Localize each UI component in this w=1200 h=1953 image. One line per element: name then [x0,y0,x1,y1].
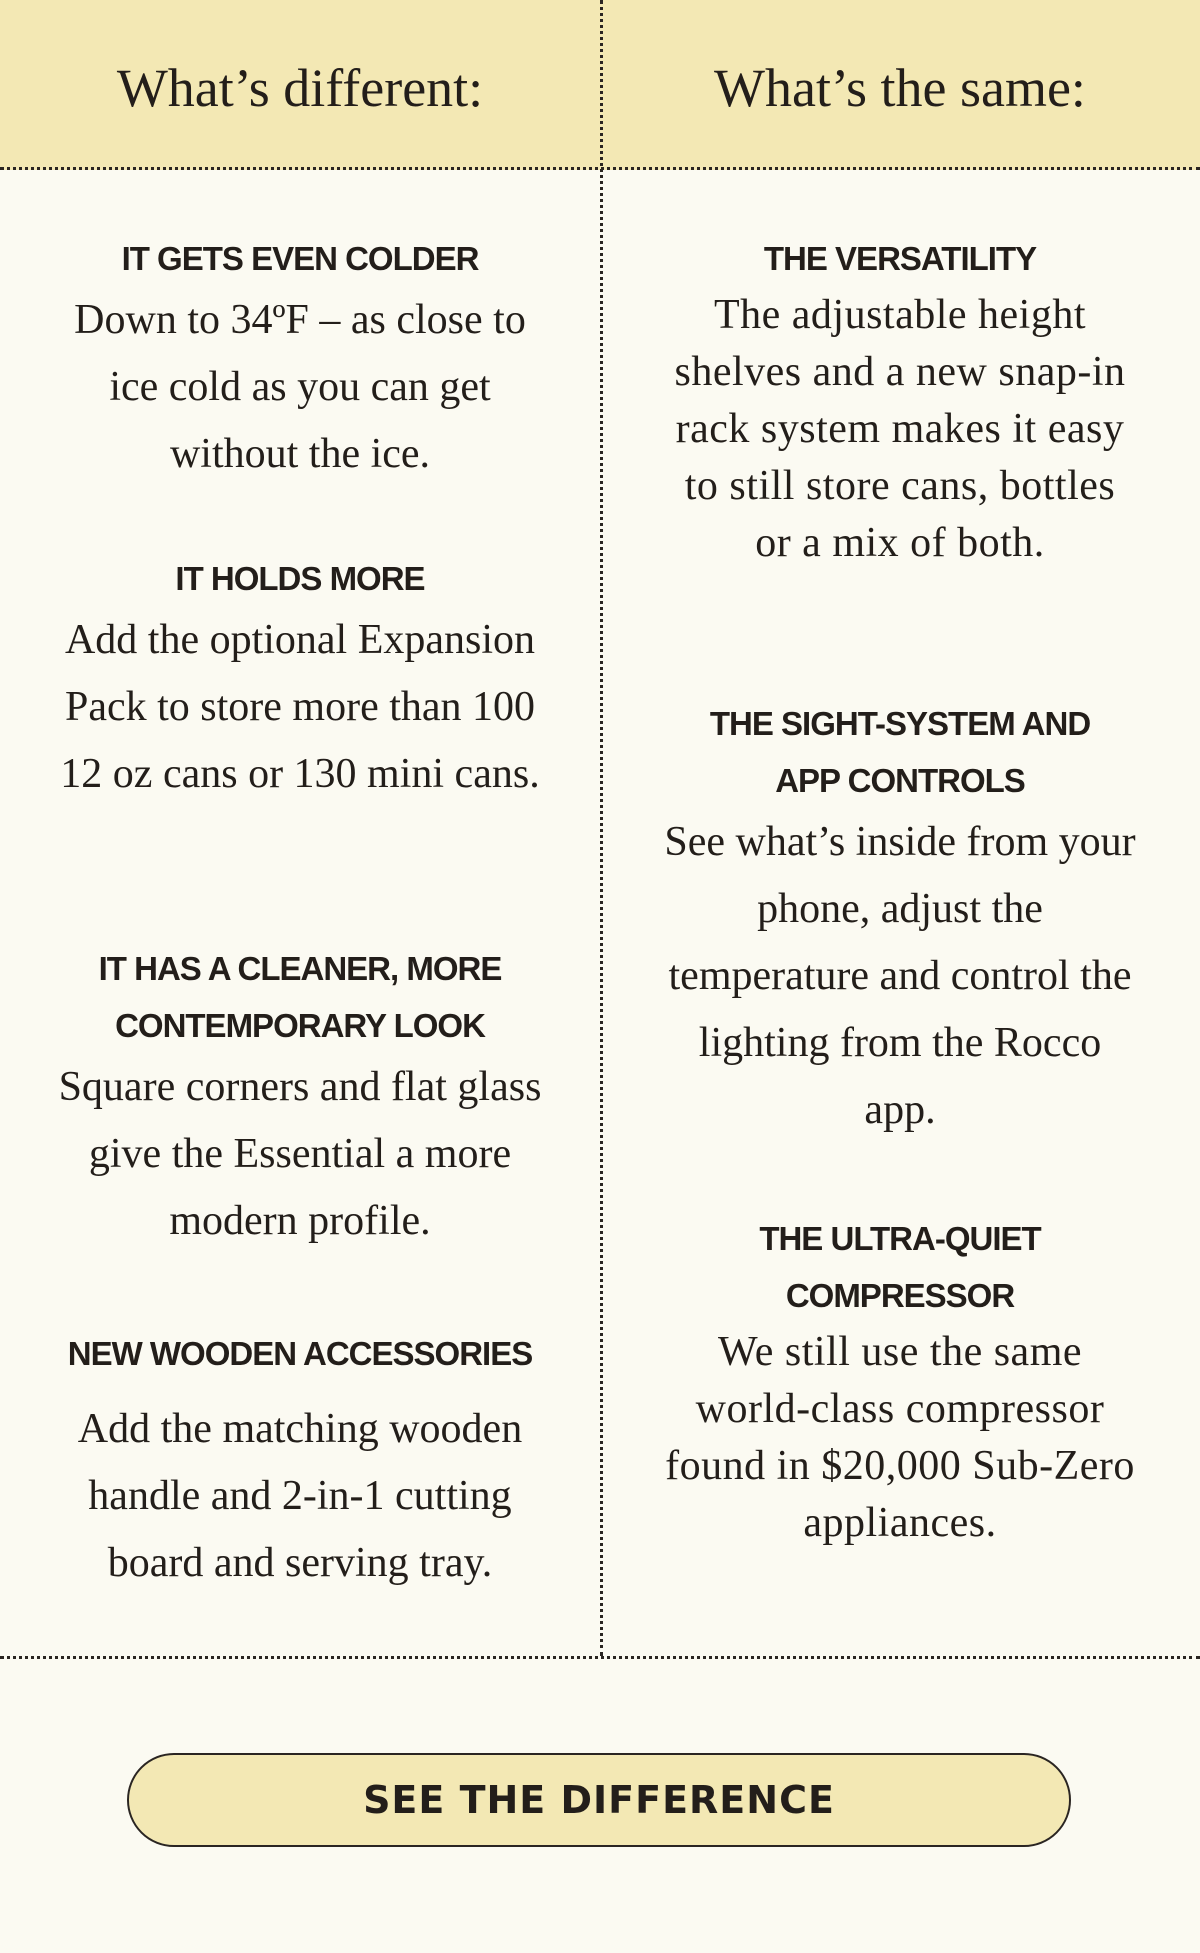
feature-title: THE SIGHT-SYSTEM AND APP CONTROLS [709,705,1091,799]
feature-sight-system [600,695,1200,1144]
feature-title: NEW WOODEN ACCESSORIES [67,1335,533,1372]
feature-description: Add the matching wooden handle and 2-in-1 cutting board and serving tray. [77,1406,523,1586]
feature-description: See what’s inside from your phone, adjust the temperature and control the lighting from the Rocco app. [664,819,1136,1133]
feature-title: IT HAS A CLEANER, MORE CONTEMPORARY LOOK [98,950,502,1044]
feature-wooden-accessories [0,1325,600,1597]
feature-colder [0,230,600,488]
same-column-title: What’s the same: [714,58,1086,118]
feature-description: Add the optional Expansion Pack to store more than 100 12 oz cans or 130 mini cans. [60,617,540,797]
different-column-title: What’s different: [116,58,484,118]
feature-contemporary-look [0,940,600,1255]
feature-description: The adjustable height shelves and a new snap-in rack system makes it easy to still store cans, bottles or a mix of both. [674,292,1126,566]
feature-compressor [600,1210,1200,1552]
feature-title: IT GETS EVEN COLDER [121,240,479,277]
feature-title: THE ULTRA-QUIET COMPRESSOR [759,1220,1041,1314]
feature-holds-more [0,550,600,808]
feature-description: Square corners and flat glass give the Essential a more modern profile. [58,1064,542,1244]
bottom-divider [0,1656,1200,1659]
feature-title: THE VERSATILITY [763,240,1037,277]
feature-description: Down to 34ºF – as close to ice cold as you can get without the ice. [74,297,526,477]
feature-description: We still use the same world-class compressor found in $20,000 Sub-Zero appliances. [665,1329,1135,1546]
see-the-difference-button[interactable]: SEE THE DIFFERENCE [127,1753,1071,1847]
feature-versatility [600,230,1200,572]
feature-title: IT HOLDS MORE [175,560,425,597]
